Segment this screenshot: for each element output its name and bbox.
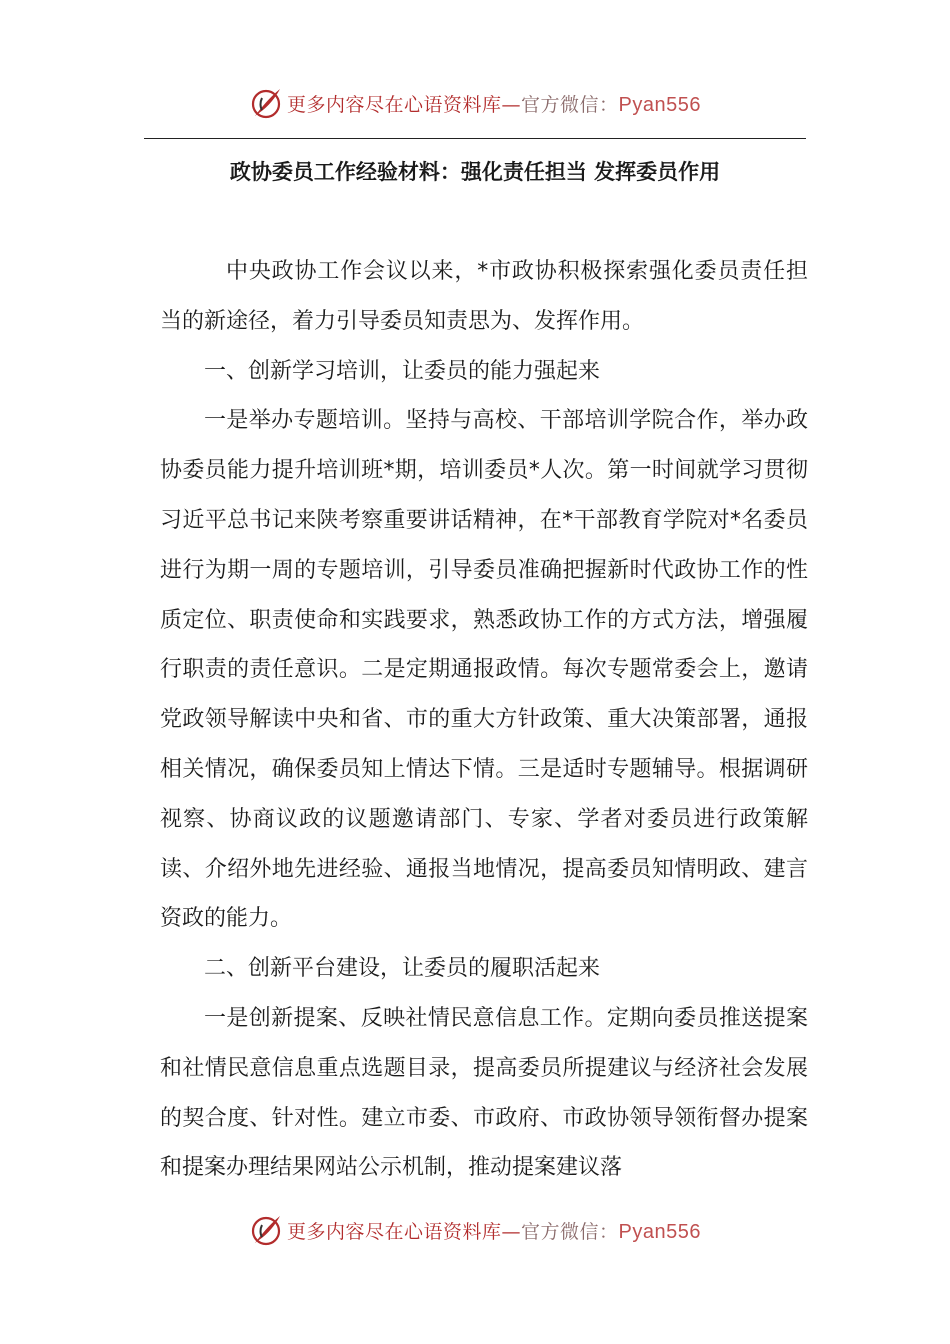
paragraph-intro: 中央政协工作会议以来，*市政协积极探索强化委员责任担当的新途径，着力引导委员知责思为、发挥作用。 xyxy=(160,259,808,334)
paragraph: 一是举办专题培训。坚持与高校、干部培训学院合作，举办政协委员能力提升培训班*期，培训委员*人次。第一时间就学习贯彻习近平总书记来陕考察重要讲话精神，在*干部教育学院对*名委员进行为期一周的专题培训，引导委员准确把握新时代政协工作的性质定位、职责使命和实践要求，熟悉政协工作的方式方法，增强履行职责的责任意识。二是定期通报政情。每次专题常委会上，邀请党政领导解读中央和省、市的重大方针政策、重大决策部署，通报相关情况，确保委员知上情达下情。三是适时专题辅导。根据调研视察、协商议政的议题邀请部门、专家、学者对委员进行政策解读、介绍外地先进经验、通报当地情况，提高委员知情明政、建言资政的能力。 xyxy=(160,408,808,932)
quill-logo-icon xyxy=(249,1213,283,1247)
banner-text: 更多内容尽在心语资料库—官方微信：Pyan556 xyxy=(287,93,701,116)
banner-text: 更多内容尽在心语资料库—官方微信：Pyan556 xyxy=(287,1220,701,1243)
section-heading-2: 二、创新平台建设，让委员的履职活起来 xyxy=(204,956,601,982)
footer-banner xyxy=(0,1210,950,1250)
header-banner xyxy=(0,83,950,123)
quill-logo-icon xyxy=(249,86,283,120)
document-title: 政协委员工作经验材料：强化责任担当 发挥委员作用 xyxy=(229,160,721,184)
document-body xyxy=(160,247,808,1193)
paragraph: 一是创新提案、反映社情民意信息工作。定期向委员推送提案和社情民意信息重点选题目录，提高委员所提建议与经济社会发展的契合度、针对性。建立市委、市政府、市政协领导领衔督办提案和提案办理结果网站公示机制，推动提案建议落 xyxy=(160,1005,808,1181)
header-divider xyxy=(144,138,806,139)
section-heading-1: 一、创新学习培训，让委员的能力强起来 xyxy=(204,358,601,384)
